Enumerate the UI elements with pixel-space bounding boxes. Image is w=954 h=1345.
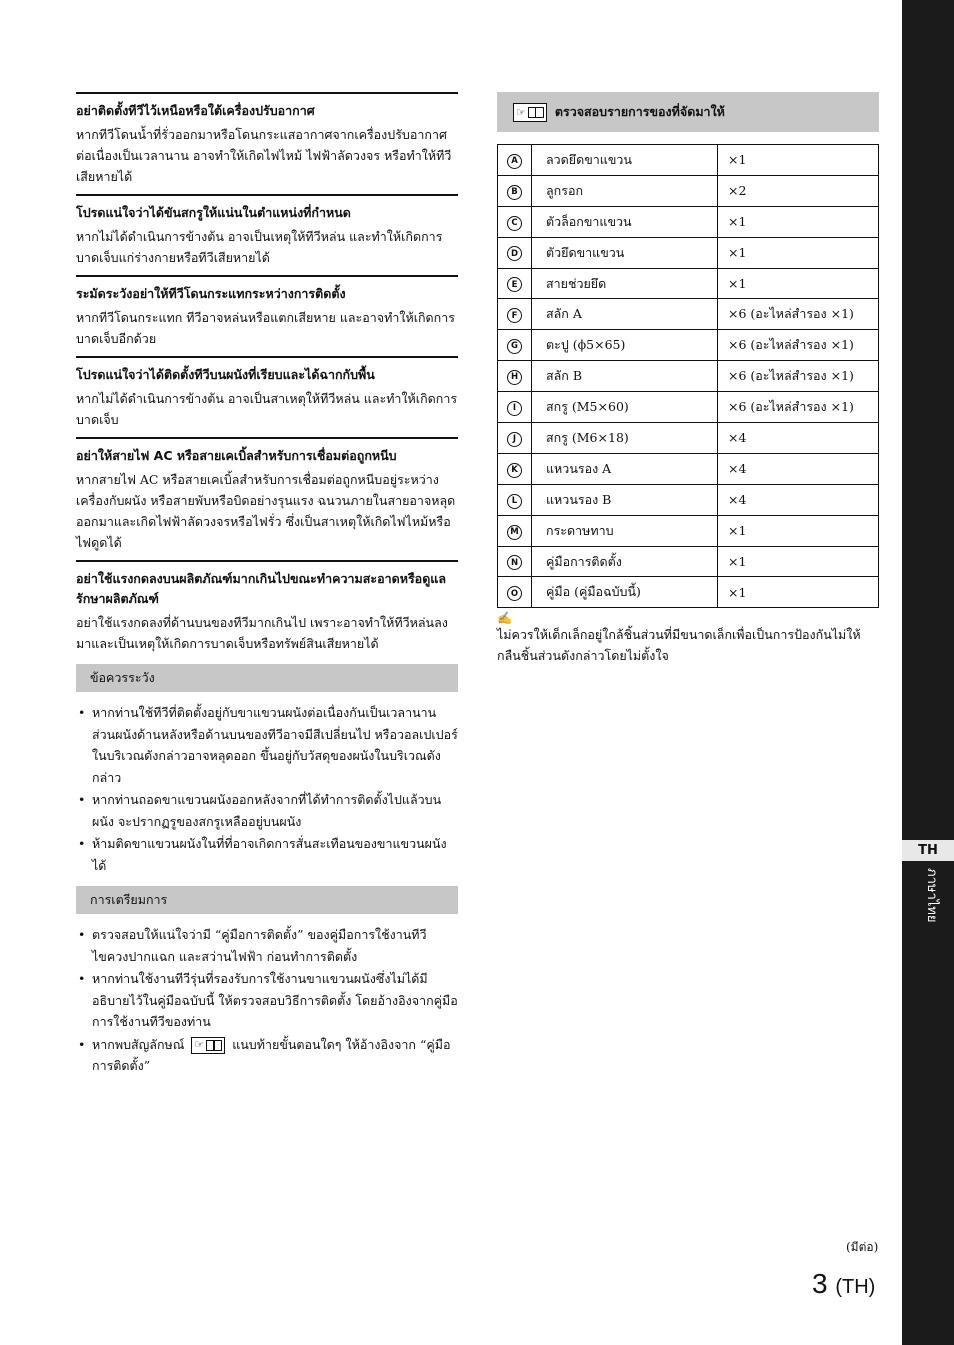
note (497, 624, 879, 666)
part-name: ลูกรอก (532, 175, 718, 206)
caution-heading: ข้อควรระวัง (76, 664, 458, 692)
table-row (498, 206, 879, 237)
part-letter: D (507, 246, 522, 261)
part-letter: I (507, 401, 522, 416)
part-letter: A (507, 154, 522, 169)
part-letter-cell (498, 330, 532, 361)
part-letter-cell (498, 423, 532, 454)
warning-title: อย่าติดตั้งทีวีไว้เหนือหรือใต้เครื่องปรับอากาศ (76, 103, 315, 118)
warning-body: หากทีวีโดนน้ำที่รั่วออกมาหรือโดนกระแสอากาศจากเครื่องปรับอากาศต่อเนื่องเป็นเวลานาน อาจทำให้เกิดไฟไหม้ ไฟฟ้าลัดวงจร หรือทำให้ทีวีเสียหายได้ (76, 127, 452, 184)
part-quantity: ×6 (อะไหล่สำรอง ×1) (718, 361, 879, 392)
part-quantity: ×1 (718, 145, 879, 176)
table-row (498, 299, 879, 330)
pencil-note-icon: ✍ (497, 611, 512, 626)
part-name: คู่มือการติดตั้ง (532, 546, 718, 577)
table-row (498, 453, 879, 484)
part-name: สลัก A (532, 299, 718, 330)
warning-title: อย่าให้สายไฟ AC หรือสายเคเบิ้ลสำหรับการเชื่อมต่อถูกหนีบ (76, 448, 397, 463)
table-row (498, 515, 879, 546)
list-item: • หากท่านใช้งานทีวีรุ่นที่รองรับการใช้งานขาแขวนผนังซึ่งไม่ได้มีอธิบายไว้ในคู่มือฉบับนี้ ให้ตรวจสอบวิธีการติดตั้ง โดยอ้างอิงจากคู่มือการใช้งานทีวีของท่าน (76, 968, 458, 1033)
part-quantity: ×6 (อะไหล่สำรอง ×1) (718, 330, 879, 361)
part-letter-cell (498, 237, 532, 268)
language-tab: TH (902, 840, 954, 861)
language-sidebar (902, 0, 954, 1345)
table-row (498, 361, 879, 392)
part-letter-cell (498, 577, 532, 608)
warning-title: โปรดแน่ใจว่าได้ขันสกรูให้แน่นในตำแหน่งที่กำหนด (76, 205, 351, 220)
part-letter: C (507, 216, 522, 231)
part-quantity: ×1 (718, 268, 879, 299)
hand-book-icon: ☞ (513, 103, 547, 122)
part-letter: G (507, 339, 522, 354)
warning-body: หากทีวีโดนกระแทก ทีวีอาจหล่นหรือแตกเสียหาย และอาจทำให้เกิดการบาดเจ็บอีกด้วย (76, 310, 455, 346)
warning-section (76, 194, 458, 268)
warning-section (76, 437, 458, 553)
part-name: ลวดยึดขาแขวน (532, 145, 718, 176)
part-letter-cell (498, 484, 532, 515)
table-row (498, 577, 879, 608)
part-name: กระดาษทาบ (532, 515, 718, 546)
warning-title: ระมัดระวังอย่าให้ทีวีโดนกระแทกระหว่างการติดตั้ง (76, 286, 346, 301)
table-row (498, 237, 879, 268)
hand-book-icon: ☞ (191, 1037, 225, 1054)
part-name: สกรู (M5×60) (532, 392, 718, 423)
part-name: สกรู (M6×18) (532, 423, 718, 454)
part-quantity: ×1 (718, 237, 879, 268)
part-letter: B (507, 185, 522, 200)
part-quantity: ×1 (718, 206, 879, 237)
table-row (498, 268, 879, 299)
part-letter-cell (498, 546, 532, 577)
list-item: • หากท่านถอดขาแขวนผนังออกหลังจากที่ได้ทำการติดตั้งไปแล้วบนผนัง จะปรากฏรูของสกรูเหลืออยู่บนผนัง (76, 789, 458, 832)
part-letter-cell (498, 361, 532, 392)
table-row (498, 546, 879, 577)
preparation-list (76, 924, 458, 1077)
part-letter-cell (498, 392, 532, 423)
table-row (498, 145, 879, 176)
warning-section (76, 560, 458, 654)
warning-body: หากไม่ได้ดำเนินการข้างต้น อาจเป็นเหตุให้ทีวีหล่น และทำให้เกิดการบาดเจ็บแก่ร่างกายหรือทีวีเสียหายได้ (76, 229, 443, 265)
part-name: แหวนรอง A (532, 453, 718, 484)
table-row (498, 175, 879, 206)
part-quantity: ×1 (718, 515, 879, 546)
warning-section (76, 356, 458, 430)
language-label: ภาษาไทย (924, 868, 939, 923)
table-row (498, 484, 879, 515)
parts-heading-text: ตรวจสอบรายการของที่จัดมาให้ (554, 104, 725, 119)
part-letter-cell (498, 175, 532, 206)
right-column (497, 92, 879, 666)
part-letter-cell (498, 515, 532, 546)
part-letter-cell (498, 145, 532, 176)
part-letter: H (507, 370, 522, 385)
part-letter: K (507, 463, 522, 478)
left-column (76, 92, 458, 1085)
part-name: คู่มือ (คู่มือฉบับนี้) (532, 577, 718, 608)
part-name: สายช่วยยึด (532, 268, 718, 299)
part-quantity: ×4 (718, 484, 879, 515)
part-letter: M (507, 525, 522, 540)
warning-title: อย่าใช้แรงกดลงบนผลิตภัณฑ์มากเกินไปขณะทำความสะอาดหรือดูแลรักษาผลิตภัณฑ์ (76, 571, 447, 606)
part-letter: E (507, 277, 522, 292)
list-item (76, 1034, 458, 1077)
warning-title: โปรดแน่ใจว่าได้ติดตั้งทีวีบนผนังที่เรียบและได้ฉากกับพื้น (76, 367, 375, 382)
table-row (498, 423, 879, 454)
part-quantity: ×4 (718, 423, 879, 454)
part-letter: N (507, 555, 522, 570)
part-letter-cell (498, 206, 532, 237)
table-row (498, 330, 879, 361)
preparation-heading: การเตรียมการ (76, 886, 458, 914)
part-letter-cell (498, 453, 532, 484)
part-name: ตัวยึดขาแขวน (532, 237, 718, 268)
part-letter: O (507, 586, 522, 601)
list-item: • ห้ามติดขาแขวนผนังในที่ที่อาจเกิดการสั่นสะเทือนของขาแขวนผนังได้ (76, 833, 458, 876)
part-name: สลัก B (532, 361, 718, 392)
part-letter-cell (498, 268, 532, 299)
part-quantity: ×6 (อะไหล่สำรอง ×1) (718, 299, 879, 330)
part-letter: L (507, 494, 522, 509)
part-letter: F (507, 308, 522, 323)
page-number-suffix: (TH) (835, 1276, 876, 1298)
part-name: ตะปู (ϕ5×65) (532, 330, 718, 361)
list-item: • ตรวจสอบให้แน่ใจว่ามี “คู่มือการติดตั้ง” ของคู่มือการใช้งานทีวีไขควงปากแฉก และสว่านไฟฟ้า ก่อนทำการติดตั้ง (76, 924, 458, 967)
part-name: ตัวล็อกขาแขวน (532, 206, 718, 237)
table-row (498, 392, 879, 423)
warning-body: อย่าใช้แรงกดลงที่ด้านบนของทีวีมากเกินไป เพราะอาจทำให้ทีวีหล่นลงมาและเป็นเหตุให้เกิดการบาดเจ็บหรือทรัพย์สินเสียหายได้ (76, 615, 448, 651)
ref-item-after: แนบท้ายขั้นตอนใดๆ ให้อ้างอิงจาก “คู่มือการติดตั้ง” (92, 1036, 451, 1073)
page-number-value: 3 (812, 1268, 828, 1299)
part-quantity: ×1 (718, 577, 879, 608)
part-quantity: ×6 (อะไหล่สำรอง ×1) (718, 392, 879, 423)
part-quantity: ×4 (718, 453, 879, 484)
parts-table (497, 144, 879, 608)
part-letter: J (507, 432, 522, 447)
parts-heading (497, 92, 879, 132)
warning-body: หากไม่ได้ดำเนินการข้างต้น อาจเป็นสาเหตุให้ทีวีหล่น และทำให้เกิดการบาดเจ็บ (76, 391, 458, 427)
note-text: ไม่ควรให้เด็กเล็กอยู่ใกล้ชิ้นส่วนที่มีขนาดเล็กเพื่อเป็นการป้องกันไม่ให้กลืนชิ้นส่วนดังกล่าวโดยไม่ตั้งใจ (497, 627, 861, 664)
part-quantity: ×1 (718, 546, 879, 577)
warning-section (76, 275, 458, 349)
part-letter-cell (498, 299, 532, 330)
list-item: • หากท่านใช้ทีวีที่ติดตั้งอยู่กับขาแขวนผนังต่อเนื่องกันเป็นเวลานาน ส่วนผนังด้านหลังหรือด้านบนของทีวีอาจมีสีเปลี่ยนไป หรือวอลเปเปอร์ในบริเวณดังกล่าวอาจหลุดออก ขึ้นอยู่กับวัสดุของผนังในบริเวณดังกล่าว (76, 702, 458, 788)
caution-list (76, 702, 458, 876)
part-quantity: ×2 (718, 175, 879, 206)
page-number (812, 1268, 875, 1300)
continued-label: (มีต่อ) (846, 1240, 879, 1254)
part-name: แหวนรอง B (532, 484, 718, 515)
warning-body: หากสายไฟ AC หรือสายเคเบิ้ลสำหรับการเชื่อมต่อถูกหนีบอยู่ระหว่างเครื่องกับผนัง หรือสายพับหรือบิดอย่างรุนแรง ฉนวนภายในสายอาจหลุดออกมาและเกิดไฟฟ้าลัดวงจรหรือไฟรั่ว ซึ่งเป็นสาเหตุให้เกิดไฟไหม้หรือไฟดูดได้ (76, 472, 456, 550)
ref-item-before: หากพบสัญลักษณ์ (92, 1036, 185, 1052)
warning-section (76, 92, 458, 187)
